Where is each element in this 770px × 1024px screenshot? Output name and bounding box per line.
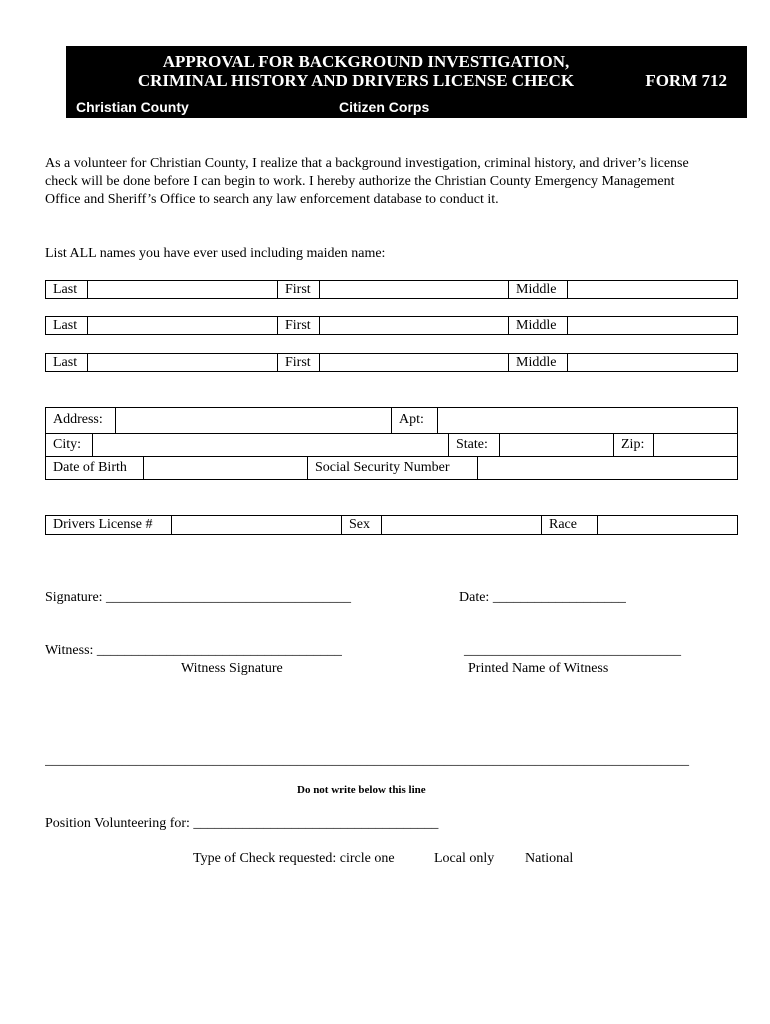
national-option[interactable]: National [525,851,574,866]
middle-name-field[interactable] [568,281,737,298]
form-header [66,46,747,118]
race-label: Race [542,516,598,534]
middle-label: Middle [509,281,568,298]
last-name-field[interactable] [88,354,278,371]
license-row [45,515,738,535]
last-name-field[interactable] [88,317,278,334]
middle-label: Middle [509,354,568,371]
form-title-line1: APPROVAL FOR BACKGROUND INVESTIGATION, [162,52,570,71]
last-label: Last [46,281,88,298]
address-label: Address: [46,408,116,434]
first-label: First [278,281,320,298]
city-row [45,433,738,457]
city-label: City: [46,434,93,457]
sex-field[interactable] [382,516,542,534]
intro-paragraph: As a volunteer for Christian County, I realize that a background investigation, criminal history, and driver’s license check will be done before I can begin to work. I hereby authorize the Christian County Emergency Management Office and Sheriff’s Office to search any law enforcement database to conduct it. [45,156,689,207]
first-label: First [278,354,320,371]
ssn-field[interactable] [478,457,737,479]
signature-line[interactable]: Signature: ___________________________________ [45,590,352,605]
witness-printed-name-line[interactable]: _______________________________ [464,643,681,658]
check-type-label: Type of Check requested: circle one [193,851,395,866]
date-line[interactable]: Date: ___________________ [459,590,626,605]
dob-field[interactable] [144,457,308,479]
race-field[interactable] [598,516,737,534]
name-row [45,353,738,372]
name-row [45,316,738,335]
witness-signature-caption: Witness Signature [181,661,283,676]
witness-signature-line[interactable]: Witness: ___________________________________ [45,643,342,658]
dob-label: Date of Birth [46,457,144,479]
last-label: Last [46,317,88,334]
first-name-field[interactable] [320,354,509,371]
zip-field[interactable] [654,434,737,457]
county-name: Christian County [76,99,189,115]
address-row [45,407,738,434]
drivers-license-label: Drivers License # [46,516,172,534]
state-label: State: [449,434,500,457]
ssn-label: Social Security Number [308,457,478,479]
zip-label: Zip: [614,434,654,457]
office-use-divider: ____________________________________________________________________________________________ [45,753,689,768]
first-label: First [278,317,320,334]
middle-label: Middle [509,317,568,334]
dob-row [45,456,738,480]
first-name-field[interactable] [320,317,509,334]
names-prompt: List ALL names you have ever used including maiden name: [45,246,386,261]
name-row [45,280,738,299]
form-number: FORM 712 [645,71,727,90]
sex-label: Sex [342,516,382,534]
city-field[interactable] [93,434,449,457]
last-label: Last [46,354,88,371]
form-title-line2: CRIMINAL HISTORY AND DRIVERS LICENSE CHECK [137,71,575,90]
apt-label: Apt: [392,408,438,434]
last-name-field[interactable] [88,281,278,298]
middle-name-field[interactable] [568,317,737,334]
office-use-notice: Do not write below this line [297,784,426,796]
drivers-license-field[interactable] [172,516,342,534]
program-name: Citizen Corps [339,99,430,115]
middle-name-field[interactable] [568,354,737,371]
first-name-field[interactable] [320,281,509,298]
local-only-option[interactable]: Local only [434,851,495,866]
state-field[interactable] [500,434,614,457]
apt-field[interactable] [438,408,737,434]
address-field[interactable] [116,408,392,434]
position-volunteering-line[interactable]: Position Volunteering for: ___________________________________ [45,816,439,831]
printed-name-caption: Printed Name of Witness [468,661,609,676]
